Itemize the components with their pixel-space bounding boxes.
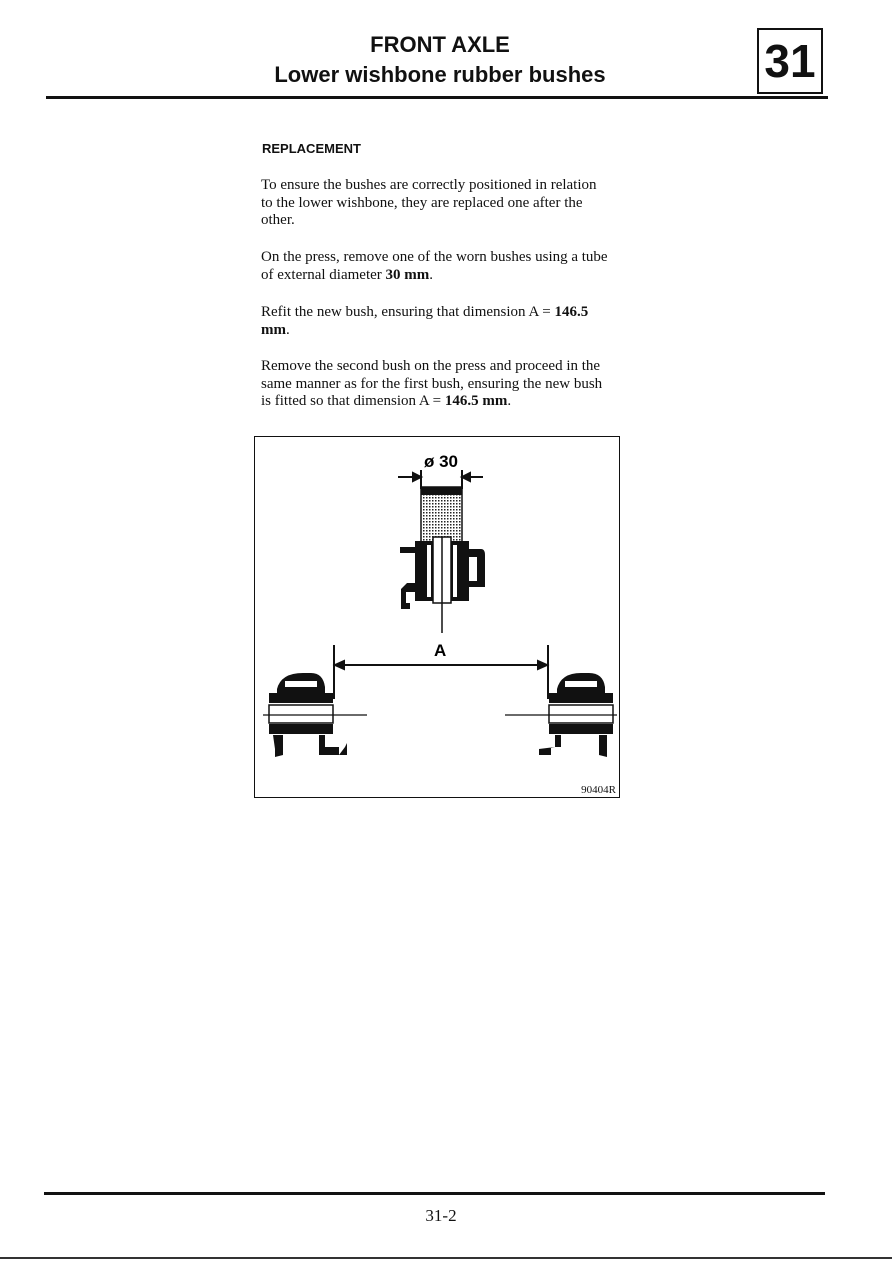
diameter-arrows <box>398 470 483 489</box>
footer-divider <box>44 1192 825 1195</box>
diameter-label: ø 30 <box>424 452 459 471</box>
central-bush <box>400 537 485 633</box>
page-edge-line <box>0 1257 892 1259</box>
left-bush <box>263 673 367 757</box>
figure-code: 90404R <box>581 784 616 796</box>
dimension-label: A <box>434 641 447 660</box>
header-divider <box>46 96 828 99</box>
bush-diagram-drawing <box>255 437 621 799</box>
right-bush <box>505 673 617 757</box>
paragraph-3: Refit the new bush, ensuring that dimension A = 146.5 mm. <box>261 304 589 338</box>
paragraph-1: To ensure the bushes are correctly positioned in relation to the lower wishbone, they are replaced one after the other. <box>261 177 597 228</box>
paragraph-2: On the press, remove one of the worn bushes using a tube of external diameter 30 mm. <box>261 249 608 283</box>
paragraph-4: Remove the second bush on the press and proceed in the same manner as for the first bush, ensuring the new bush is fitted so that dimension A = 146.5 mm. <box>261 358 603 409</box>
bush-diagram <box>254 436 620 798</box>
section-heading: REPLACEMENT <box>262 141 361 156</box>
header-subtitle: Lower wishbone rubber bushes <box>274 62 606 87</box>
header-title: FRONT AXLE <box>370 32 510 57</box>
chapter-badge: 31 <box>757 28 823 94</box>
page-number: 31-2 <box>425 1206 457 1225</box>
